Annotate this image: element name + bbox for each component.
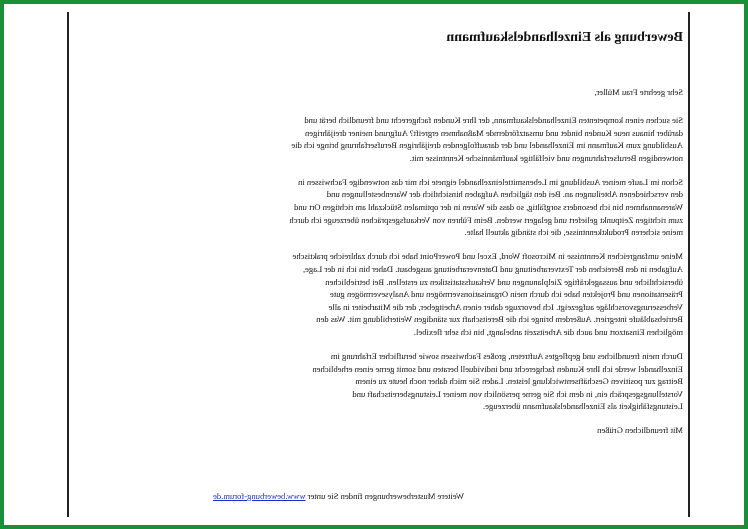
letter-sheet xyxy=(74,4,683,529)
letter-body xyxy=(138,30,683,436)
left-margin-line xyxy=(67,12,69,517)
paragraph-2: Schon im Laufe meiner Ausbildung im Lebensmitteleinzelhandel eignete ich mir das notwendige Fachwissen in den verschiedenen Abteilungen an. Bei den täglichen Aufgaben hinsichtlich der Warenbestellungen und Warenannahmen bin ich besonders sorgfältig, so dass die Waren in der optimalen Stückzahl am richtigen Ort und zum richtigen Zeitpunkt geliefert und gelagert werden. Beim Führen von Verkaufsgesprächen überzeuge ich durch meine sicheren Produktkenntnisse, die ich ständig aktuell halte. xyxy=(289,176,683,238)
paragraph-4: Durch mein freundliches und gepflegtes Auftreten, großes Fachwissen sowie beruflicher Erfahrung im Einzelhandel werde ich Ihre Kunden fachgerecht und individuell beraten und somit gerne einen erheblichen Beitrag zur positiven Geschäftsentwicklung leisten. Laden Sie mich daher noch heute zu einem Vorstellungsgespräch ein, in dem ich Sie gerne persönlich von meiner Leistungsbereitschaft und Leistungsfähigkeit als Einzelhandelskaufmann überzeuge. xyxy=(312,351,683,412)
closing: Mit freundlichen Grüßen xyxy=(597,425,683,436)
right-margin-line xyxy=(688,12,690,517)
footer-note xyxy=(213,491,683,501)
paragraph-3: Meine umfangreichen Kenntnisse in Microsoft Word, Excel und PowerPoint habe ich durch zahlreiche praktische Aufgaben in den Bereichen der Textverarbeitung und Datenverarbeitung ausgebaut. Daher bin ich in der Lage, übersichtliche und aussagekräftige Zielplanungen und Verkaufsstatistiken zu erstellen. Bei betrieblichen Präsentationen und Projekten habe ich durch mein Organisationsvermögen und Analysevermögen gute Verbesserungsvorschläge aufgezeigt. Ich bevorzuge daher einen Arbeitgeber, der die Mitarbeiter in alle Betriebsabläufe integriert. Außerdem bringe ich die Bereitschaft zur ständigen Weiterbildung mit. Was den möglichen Einsatzort und auch die Arbeitszeit anbelangt, bin ich sehr flexibel. xyxy=(292,251,683,337)
footer-text: Weitere Musterbewerbungen finden Sie unter xyxy=(305,491,464,501)
salutation: Sehr geehrte Frau Müller, xyxy=(594,87,683,97)
paragraph-1: Sie suchen einen kompetenten Einzelhandelskaufmann, der Ihre Kunden fachgerecht und freundlich berät und darüber hinaus neue Kunden bindet und umsatzfördernde Maßnahmen ergreift? Aufgrund meiner dreijährigen Ausbildung zum Kaufmann im Einzelhandel und der darauffolgenden dreijährigen Berufserfahrung bringe ich die notwendigen Berufserfahrungen und vielfältige kaufmännische Kenntnisse mit. xyxy=(291,115,683,163)
page-title: Bewerbung als Einzelhandelskaufmann xyxy=(446,30,683,45)
footer-link[interactable]: www.bewerbung-forum.de xyxy=(213,491,306,501)
